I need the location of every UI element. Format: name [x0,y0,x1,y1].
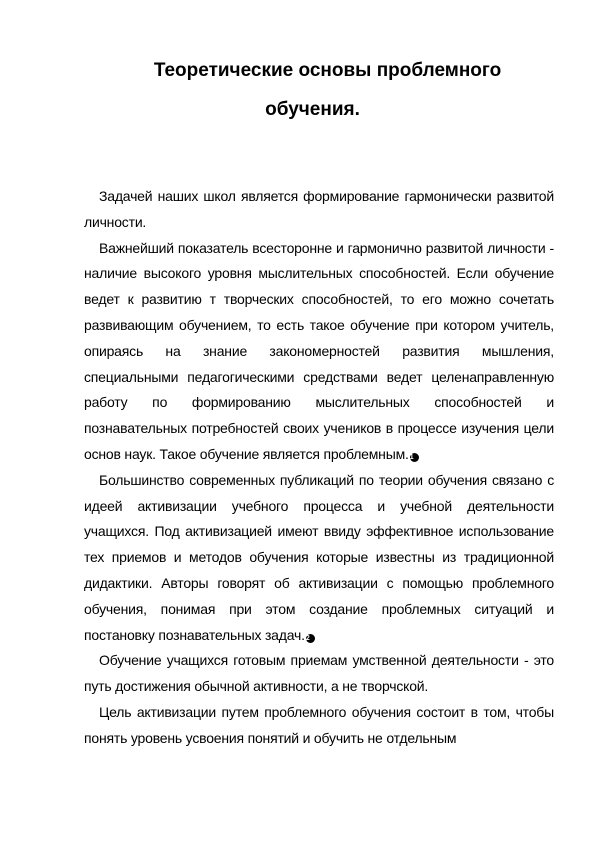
document-body [84,184,554,752]
paragraph-3 [84,468,554,649]
footnote-marker-icon[interactable]: 1 [410,453,419,462]
paragraph-text: Большинство современных публикаций по теории обучения связано с идеей активизации учебного процесса и учебной деятельности учащихся. Под активизацией имеют ввиду эффективное использование тех приемов и методов обучения которые известны из традиционной дидактики. Авторы говорят об активизации с помощью проблемного обучения, понимая при этом создание проблемных ситуаций и постановку познавательных задач. [84,471,554,643]
footnote-marker-icon[interactable]: 2 [306,634,315,643]
paragraph-4 [84,648,554,700]
document-title-line-2: обучения. [265,99,360,120]
paragraph-text: Задачей наших школ является формирование гармонически развитой личности. [84,188,554,230]
paragraph-text: Обучение учащихся готовым приемам умственной деятельности - это путь достижения обычной активности, а не творчской. [84,652,554,695]
paragraph-2 [84,236,554,468]
paragraph-text: Цель активизации путем проблемного обучения состоит в том, чтобы понять уровень усвоения понятий и обучить не отдельным [84,703,554,746]
document-title-line-1: Теоретические основы проблемного [153,60,502,81]
paragraph-5 [84,700,554,752]
paragraph-text: Важнейший показатель всесторонне и гармонично развитой личности - наличие высокого уровня мыслительных способностей. Если обучение ведет к развитию т творческих способностей, то его можно сочетать развивающим обучением, то есть такое обучение при котором учитель, опираясь на знание закономерностей развития мышления, специальными педагогическими средствами ведет целенаправленную работу по формированию мыслительных способностей и познавательных потребностей своих учеников в процессе изучения цели основ наук. Такое обучение является проблемным. [84,239,554,462]
paragraph-1 [84,184,554,236]
